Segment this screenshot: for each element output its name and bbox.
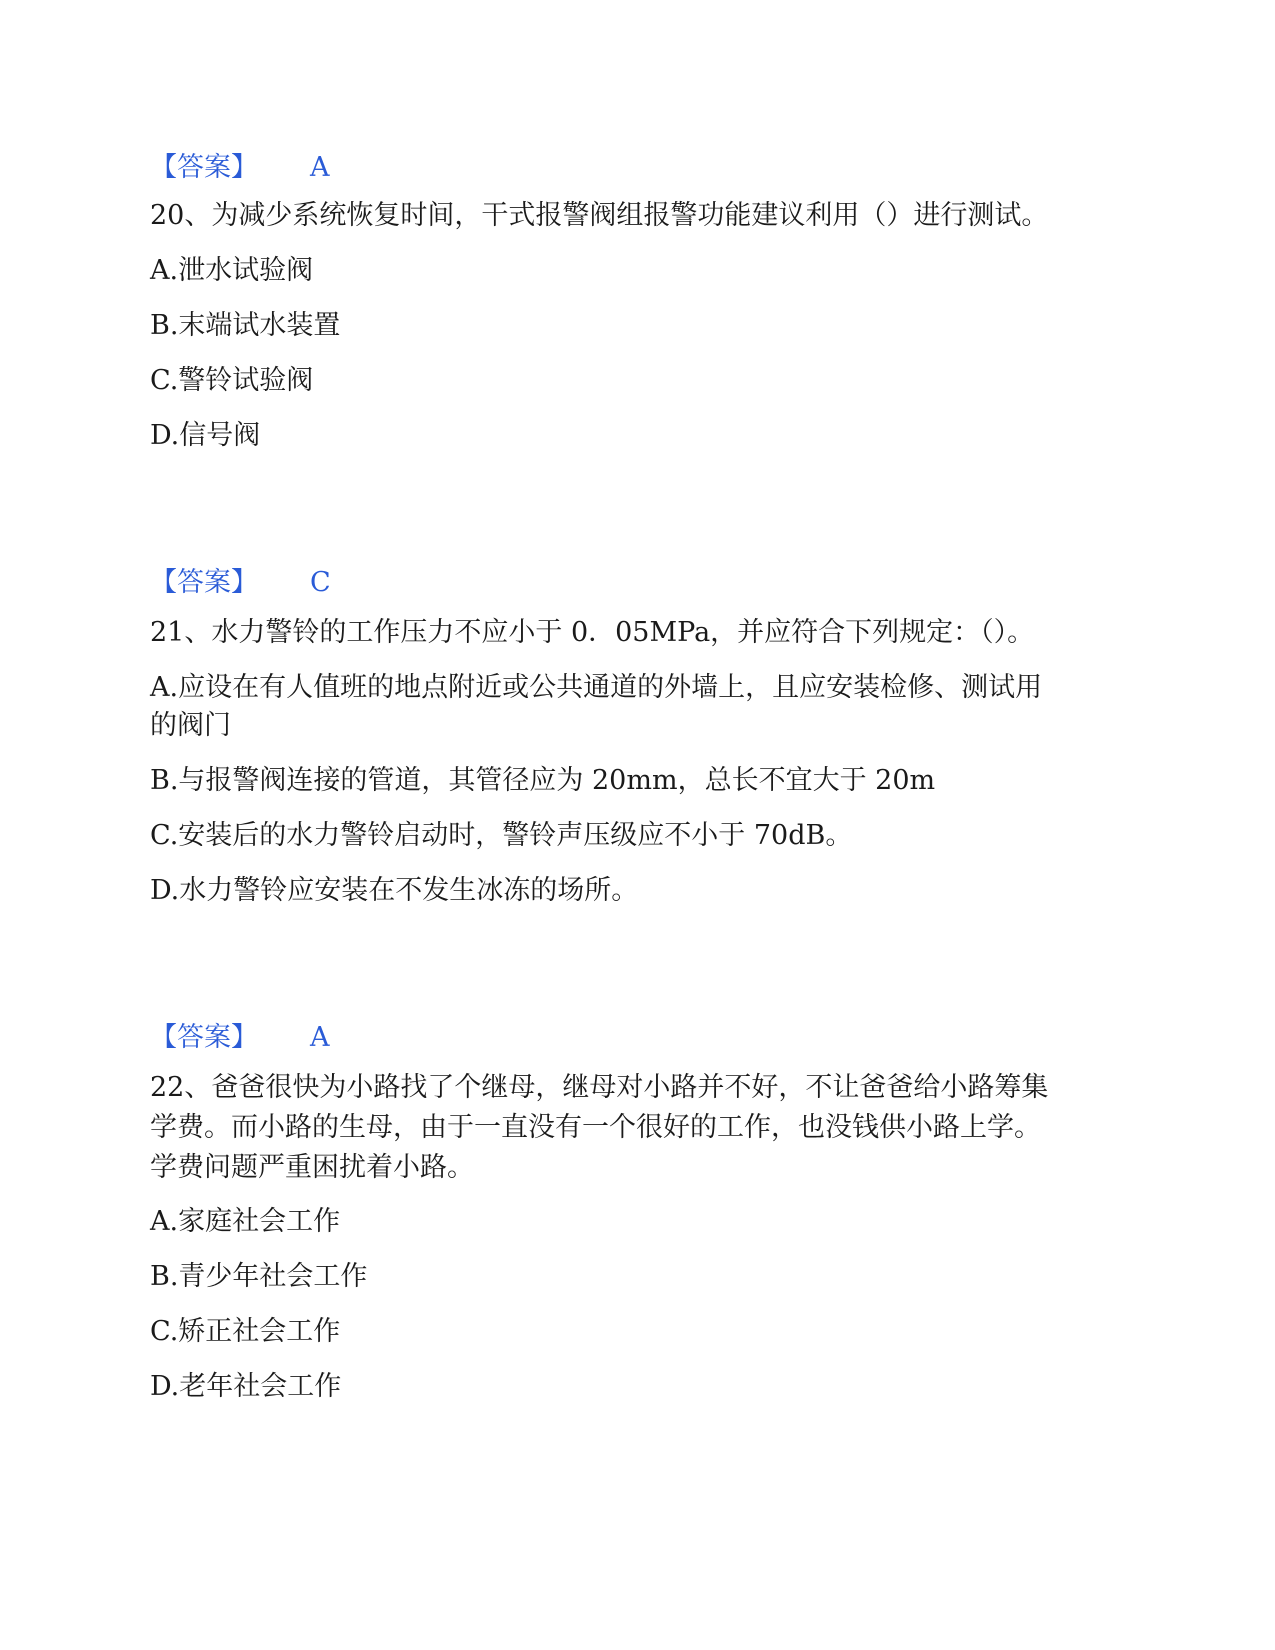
option-d: D.老年社会工作	[150, 1371, 342, 1402]
option-c: C.警铃试验阀	[150, 365, 314, 396]
question-text: 21、水力警铃的工作压力不应小于 0．05MPa，并应符合下列规定：（）。	[150, 617, 1035, 648]
option-a: A.家庭社会工作	[150, 1206, 341, 1237]
answer-row	[150, 1018, 450, 1058]
answer-row	[150, 563, 450, 603]
option-b: B.与报警阀连接的管道，其管径应为 20mm，总长不宜大于 20m	[150, 765, 936, 796]
option-c: C.安装后的水力警铃启动时，警铃声压级应不小于 70dB。	[150, 820, 853, 851]
option-a: A.泄水试验阀	[150, 255, 314, 286]
answer-value: C	[310, 567, 331, 598]
question-text-line-1: 22、爸爸很快为小路找了个继母，继母对小路并不好，不让爸爸给小路筹集	[150, 1072, 1049, 1103]
option-c: C.矫正社会工作	[150, 1316, 341, 1347]
option-a-continued: 的阀门	[150, 710, 231, 741]
answer-value: A	[310, 152, 330, 183]
answer-value: A	[310, 1022, 330, 1053]
question-text: 20、为减少系统恢复时间，干式报警阀组报警功能建议利用（）进行测试。	[150, 200, 1049, 231]
question-text-line-3: 学费问题严重困扰着小路。	[150, 1152, 474, 1183]
option-b: B.末端试水装置	[150, 310, 341, 341]
answer-label: 【答案】	[150, 152, 258, 183]
option-d: D.水力警铃应安装在不发生冰冻的场所。	[150, 875, 639, 906]
question-text-line-2: 学费。而小路的生母，由于一直没有一个很好的工作，也没钱供小路上学。	[150, 1112, 1041, 1143]
option-b: B.青少年社会工作	[150, 1261, 368, 1292]
answer-label: 【答案】	[150, 1022, 258, 1053]
answer-label: 【答案】	[150, 567, 258, 598]
option-a: A.应设在有人值班的地点附近或公共通道的外墙上，且应安装检修、测试用	[150, 672, 1043, 703]
option-d: D.信号阀	[150, 420, 261, 451]
answer-row	[150, 148, 450, 188]
